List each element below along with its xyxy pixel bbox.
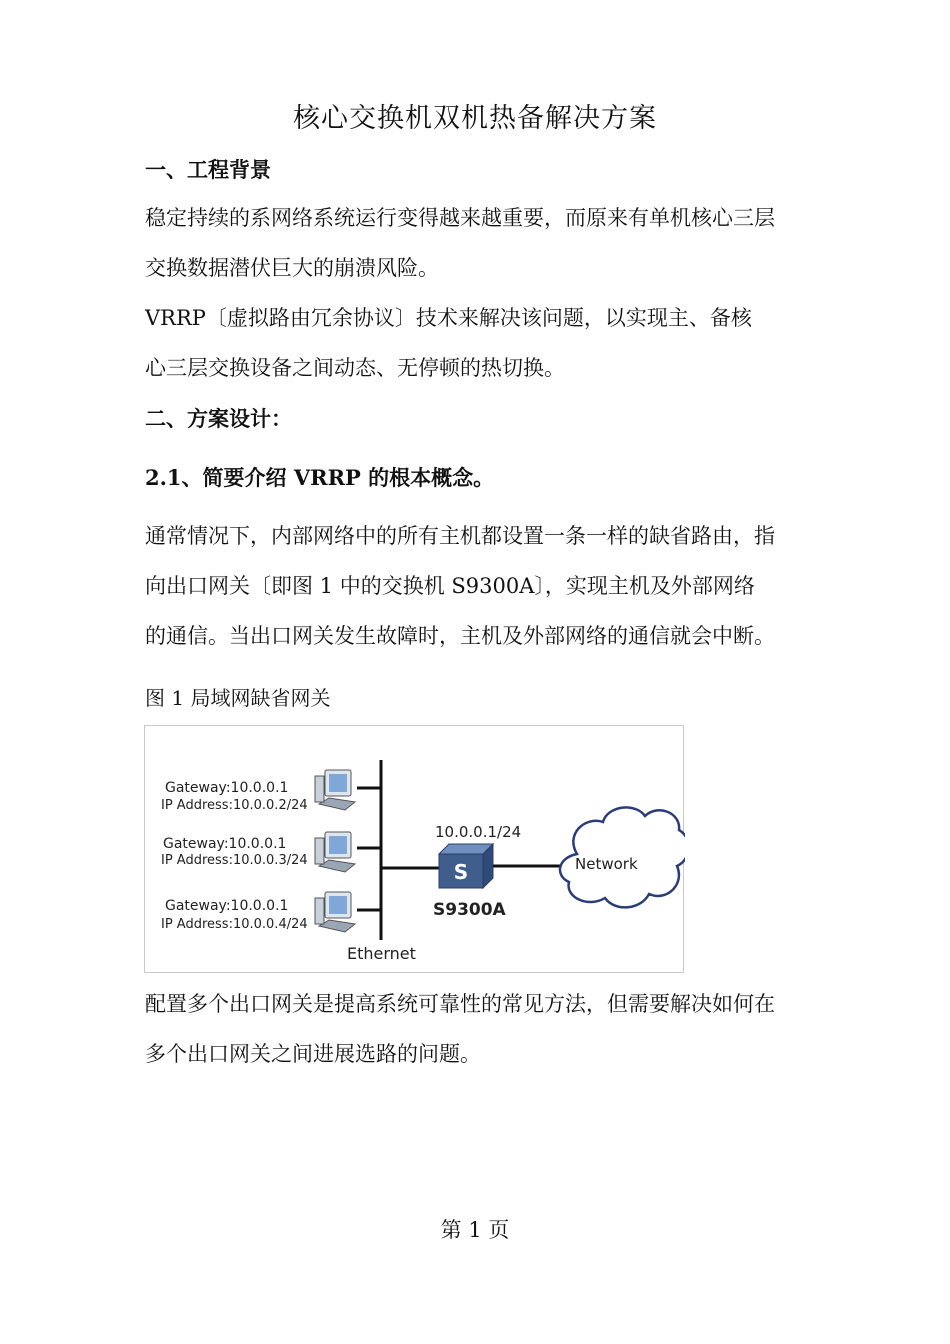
section-heading-background: 一、工程背景 [145, 157, 271, 182]
network-diagram [144, 725, 684, 973]
text-line: 稳定持续的系网络系统运行变得越来越重要，而原来有单机核心三层 [145, 206, 775, 230]
page-number: 第 1 页 [440, 1218, 510, 1242]
ethernet-label: Ethernet [347, 944, 416, 963]
host-1-ip: IP Address:10.0.0.2/24 [161, 798, 308, 813]
host-2 [161, 832, 381, 872]
host-2-ip: IP Address:10.0.0.3/24 [161, 853, 308, 868]
host-3-ip: IP Address:10.0.0.4/24 [161, 917, 308, 932]
text-line: 通常情况下，内部网络中的所有主机都设置一条一样的缺省路由，指 [145, 524, 775, 548]
host-2-gateway: Gateway:10.0.0.1 [163, 836, 287, 852]
text-line: 心三层交换设备之间动态、无停顿的热切换。 [145, 356, 565, 380]
host-3 [161, 892, 381, 932]
switch-s9300a [433, 823, 521, 920]
switch-ip-label: 10.0.0.1/24 [435, 823, 522, 841]
background-paragraph-1 [145, 193, 815, 293]
text-line: 配置多个出口网关是提高系统可靠性的常见方法，但需要解决如何在 [145, 992, 775, 1016]
text-line: 向出口网关〔即图 1 中的交换机 S9300A〕，实现主机及外部网络 [145, 574, 755, 598]
host-1 [161, 770, 381, 813]
host-3-gateway: Gateway:10.0.0.1 [165, 898, 289, 914]
figure-caption: 图 1 局域网缺省网关 [145, 686, 331, 710]
switch-glyph: S [453, 860, 469, 884]
subsection-heading-vrrp: 2.1、简要介绍 VRRP 的根本概念。 [145, 465, 495, 490]
computer-icon [315, 770, 355, 810]
text-line: 的通信。当出口网关发生故障时，主机及外部网络的通信就会中断。 [145, 624, 775, 648]
switch-name-label: S9300A [433, 900, 506, 920]
switch-icon [439, 844, 493, 888]
section-heading-design: 二、方案设计： [145, 406, 292, 431]
document-title: 核心交换机双机热备解决方案 [293, 103, 657, 134]
network-diagram-svg [145, 726, 685, 974]
text-line: 交换数据潜伏巨大的崩溃风险。 [145, 256, 439, 280]
network-cloud [560, 807, 685, 907]
design-paragraph-2 [145, 979, 815, 1079]
background-paragraph-2 [145, 293, 815, 393]
text-line: 多个出口网关之间进展选路的问题。 [145, 1042, 481, 1066]
design-paragraph-1 [145, 511, 815, 661]
computer-icon [315, 832, 355, 872]
text-line: VRRP〔虚拟路由冗余协议〕技术来解决该问题，以实现主、备核 [145, 306, 752, 330]
network-label: Network [575, 855, 638, 873]
computer-icon [315, 892, 355, 932]
host-1-gateway: Gateway:10.0.0.1 [165, 780, 289, 796]
